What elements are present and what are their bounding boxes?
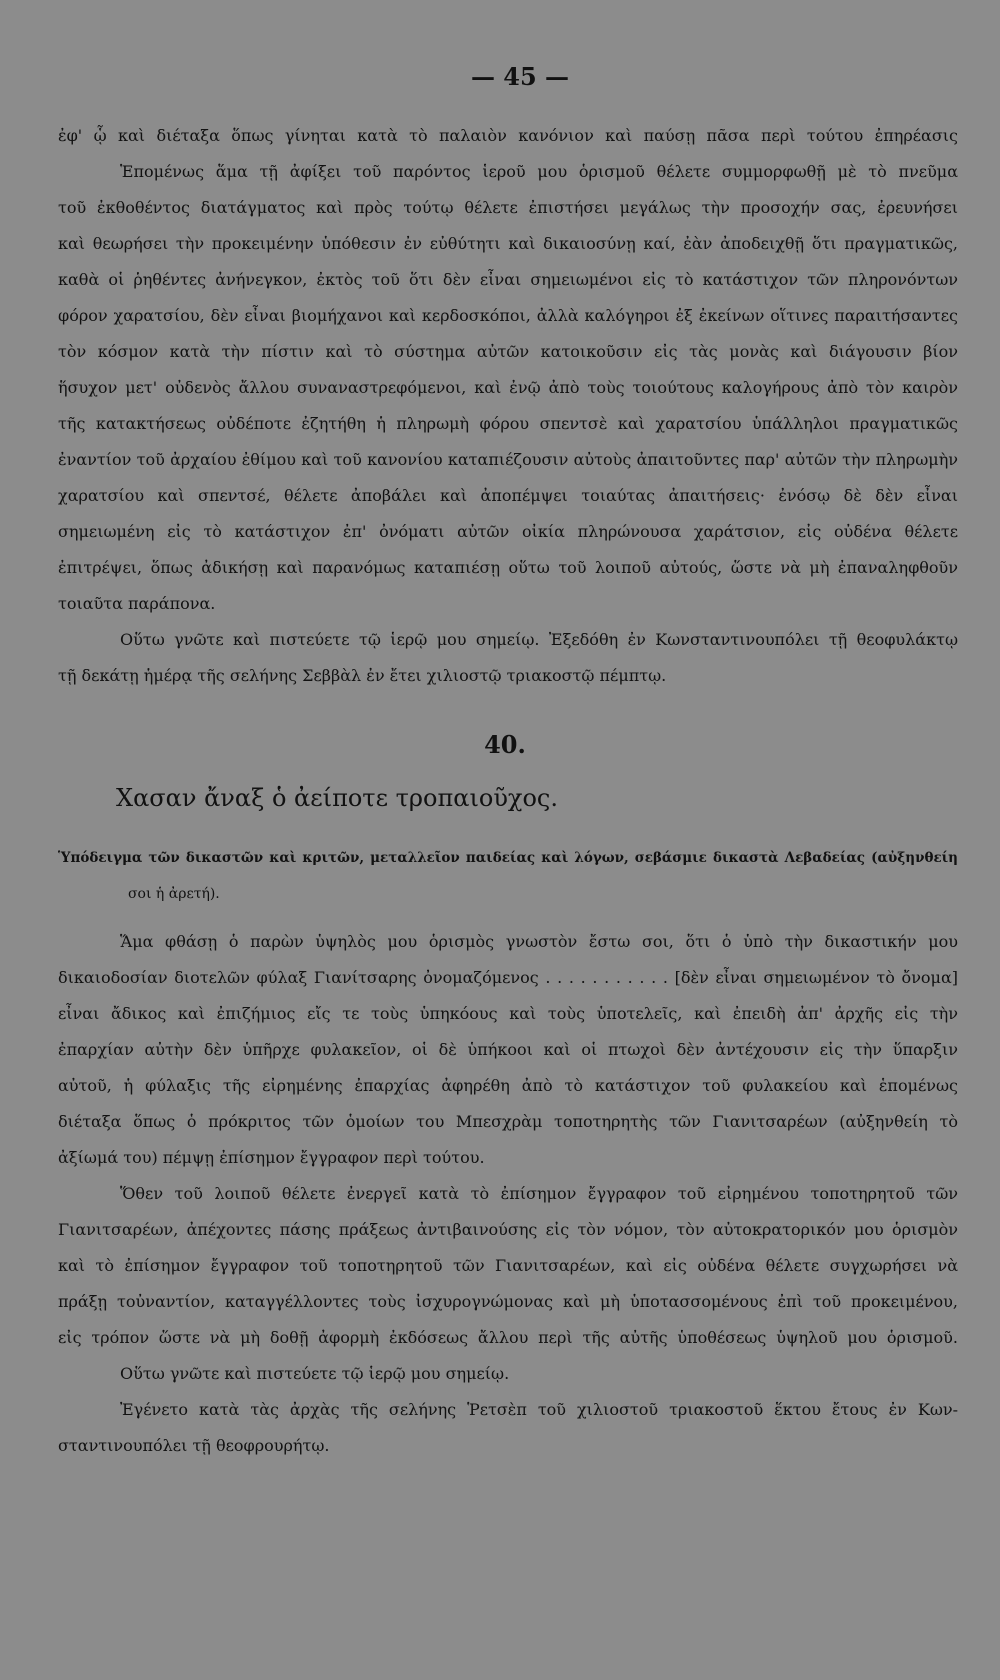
text-line: τῇ δεκάτῃ ἡμέρᾳ τῆς σελήνης Σεββὰλ ἐν ἔτει χιλιοστῷ τριακοστῷ πέμπτῳ. bbox=[58, 666, 667, 685]
text-line: Ἐγένετο κατὰ τὰς ἀρχὰς τῆς σελήνης Ῥετσὲπ τοῦ χιλιοστοῦ τριακοστοῦ ἕκτου ἔτους ἐν Κων- bbox=[120, 1400, 958, 1419]
text-line: χαρατσίου καὶ σπεντσέ, θέλετε ἀποβάλει καὶ ἀποπέμψει τοιαύτας ἀπαιτήσεις· ἐνόσῳ δὲ δὲν εἶναι bbox=[58, 486, 958, 505]
text-line: εἶναι ἄδικος καὶ ἐπιζήμιος εἴς τε τοὺς ὑπηκόους καὶ τοὺς ὑποτελεῖς, καὶ ἐπειδὴ ἀπ' ἀρχῆς εἰς τὴν bbox=[58, 1004, 958, 1023]
text-line: φόρον χαρατσίου, δὲν εἶναι βιομήχανοι καὶ κερδοσκόποι, ἀλλὰ καλόγηροι ἐξ ἐκείνων οἵτινες παραιτήσαντες bbox=[58, 306, 958, 325]
text-line: καὶ τὸ ἐπίσημον ἔγγραφον τοῦ τοποτηρητοῦ τῶν Γιανιτσαρέων, καὶ εἰς οὐδένα θέλετε συγχωρήσει νὰ bbox=[58, 1256, 958, 1275]
text-line: Ὅθεν τοῦ λοιποῦ θέλετε ἐνεργεῖ κατὰ τὸ ἐπίσημον ἔγγραφον τοῦ εἰρημένου τοποτηρητοῦ τῶν bbox=[120, 1184, 958, 1203]
text-line: ἐφ' ᾧ καὶ διέταξα ὅπως γίνηται κατὰ τὸ παλαιὸν κανόνιον καὶ παύσῃ πᾶσα περὶ τούτου ἐπηρέασις bbox=[58, 126, 958, 145]
document-number: 40. bbox=[484, 730, 526, 759]
text-line: διέταξα ὅπως ὁ πρόκριτος τῶν ὁμοίων του Μπεσχρὰμ τοποτηρητὴς τῶν Γιανιτσαρέων (αὐξηνθείη τὸ bbox=[58, 1112, 958, 1131]
text-line: καὶ θεωρήσει τὴν προκειμένην ὑπόθεσιν ἐν εὐθύτητι καὶ δικαιοσύνῃ καί, ἐὰν ἀποδειχθῇ ὅτι πραγματικῶς, bbox=[58, 234, 958, 253]
text-line: τῆς κατακτήσεως οὐδέποτε ἐζητήθη ἡ πληρωμὴ φόρου σπεντσὲ καὶ χαρατσίου ὑπάλληλοι πραγματικῶς bbox=[58, 414, 958, 433]
text-line: ἐπαρχίαν αὐτὴν δὲν ὑπῆρχε φυλακεῖον, οἱ δὲ ὑπήκοοι καὶ οἱ πτωχοὶ δὲν ἀντέχουσιν εἰς τὴν ὕπαρξιν bbox=[58, 1040, 958, 1059]
text-line: σημειωμένη εἰς τὸ κατάστιχον ἐπ' ὀνόματι αὐτῶν οἰκία πληρώνουσα χαράτσιον, εἰς οὐδένα θέλετε bbox=[58, 522, 958, 541]
text-line: καθὰ οἱ ῥηθέντες ἀνήνεγκον, ἐκτὸς τοῦ ὅτι δὲν εἶναι σημειωμένοι εἰς τὸ κατάστιχον τῶν πληρονόντων bbox=[58, 270, 958, 289]
document-heading: Χασαν ἄναξ ὁ ἀείποτε τροπαιοῦχος. bbox=[116, 784, 558, 812]
text-line: πράξῃ τοὐναντίον, καταγγέλλοντες τοὺς ἰσχυρογνώμονας καὶ μὴ ὑποτασσομένους ἐπὶ τοῦ προκειμένου, bbox=[58, 1292, 958, 1311]
text-line: Γιανιτσαρέων, ἀπέχοντες πάσης πράξεως ἀντιβαινούσης εἰς τὸν νόμον, τὸν αὐτοκρατορικόν μου ὁρισμὸν bbox=[58, 1220, 958, 1239]
text-line: Οὕτω γνῶτε καὶ πιστεύετε τῷ ἱερῷ μου σημείῳ. bbox=[120, 1364, 510, 1383]
text-line: δικαιοδοσίαν διοτελῶν φύλαξ Γιανίτσαρης ὀνομαζόμενος . . . . . . . . . . . [δὲν εἶναι σημειωμένον τὸ ὄνομα] bbox=[58, 968, 958, 987]
text-line: εἰς τρόπον ὥστε νὰ μὴ δοθῇ ἀφορμὴ ἐκδόσεως ἄλλου περὶ τῆς αὐτῆς ὑποθέσεως ὑψηλοῦ μου ὁρισμοῦ. bbox=[58, 1328, 958, 1347]
text-line: σταντινουπόλει τῇ θεοφρουρήτῳ. bbox=[58, 1436, 330, 1455]
address-line: Ὑπόδειγμα τῶν δικαστῶν καὶ κριτῶν, μεταλλεῖον παιδείας καὶ λόγων, σεβάσμιε δικαστὰ Λεβαδείας (αὐξηνθείη bbox=[58, 850, 958, 866]
text-line: Οὕτω γνῶτε καὶ πιστεύετε τῷ ἱερῷ μου σημείῳ. Ἐξεδόθη ἐν Κωνσταντινουπόλει τῇ θεοφυλάκτῳ bbox=[120, 630, 958, 649]
text-line: Ἑπομένως ἅμα τῇ ἀφίξει τοῦ παρόντος ἱεροῦ μου ὁρισμοῦ θέλετε συμμορφωθῇ μὲ τὸ πνεῦμα bbox=[120, 162, 958, 181]
text-line: ἐναντίον τοῦ ἀρχαίου ἐθίμου καὶ τοῦ κανονίου καταπιέζουσιν αὐτοὺς ἀπαιτοῦντες παρ' αὐτῶν τὴν πληρωμὴν bbox=[58, 450, 958, 469]
page-number: — 45 — bbox=[470, 62, 570, 91]
text-line: αὐτοῦ, ἡ φύλαξις τῆς εἰρημένης ἐπαρχίας ἀφηρέθη ἀπὸ τὸ κατάστιχον τοῦ φυλακείου καὶ ἑπομένως bbox=[58, 1076, 958, 1095]
document-40-address bbox=[58, 840, 958, 912]
document-40-text bbox=[58, 924, 958, 1464]
text-line: τοῦ ἐκθοθέντος διατάγματος καὶ πρὸς τούτῳ θέλετε ἐπιστήσει μεγάλως τὴν προσοχήν σας, ἐρευνήσει bbox=[58, 198, 958, 217]
text-line: ἥσυχον μετ' οὐδενὸς ἄλλου συναναστρεφόμενοι, καὶ ἐνῷ ἀπὸ τοὺς τοιούτους καλογήρους ἀπὸ τὸν καιρὸν bbox=[58, 378, 958, 397]
text-line: ἐπιτρέψει, ὅπως ἀδικήσῃ καὶ παρανόμως καταπιέσῃ οὕτω τοῦ λοιποῦ αὐτούς, ὥστε νὰ μὴ ἐπαναληφθοῦν bbox=[58, 558, 958, 577]
text-line: τοιαῦτα παράπονα. bbox=[58, 594, 216, 613]
document-39-text bbox=[58, 118, 958, 694]
text-line: τὸν κόσμον κατὰ τὴν πίστιν καὶ τὸ σύστημα αὐτῶν κατοικοῦσιν εἰς τὰς μονὰς καὶ διάγουσιν βίον bbox=[58, 342, 958, 361]
text-line: ἀξίωμά του) πέμψῃ ἐπίσημον ἔγγραφον περὶ τούτου. bbox=[58, 1148, 485, 1167]
text-line: Ἅμα φθάσῃ ὁ παρὼν ὑψηλὸς μου ὁρισμὸς γνωστὸν ἔστω σοι, ὅτι ὁ ὑπὸ τὴν δικαστικήν μου bbox=[120, 932, 958, 951]
address-line: σοι ἡ ἀρετή). bbox=[128, 886, 220, 902]
